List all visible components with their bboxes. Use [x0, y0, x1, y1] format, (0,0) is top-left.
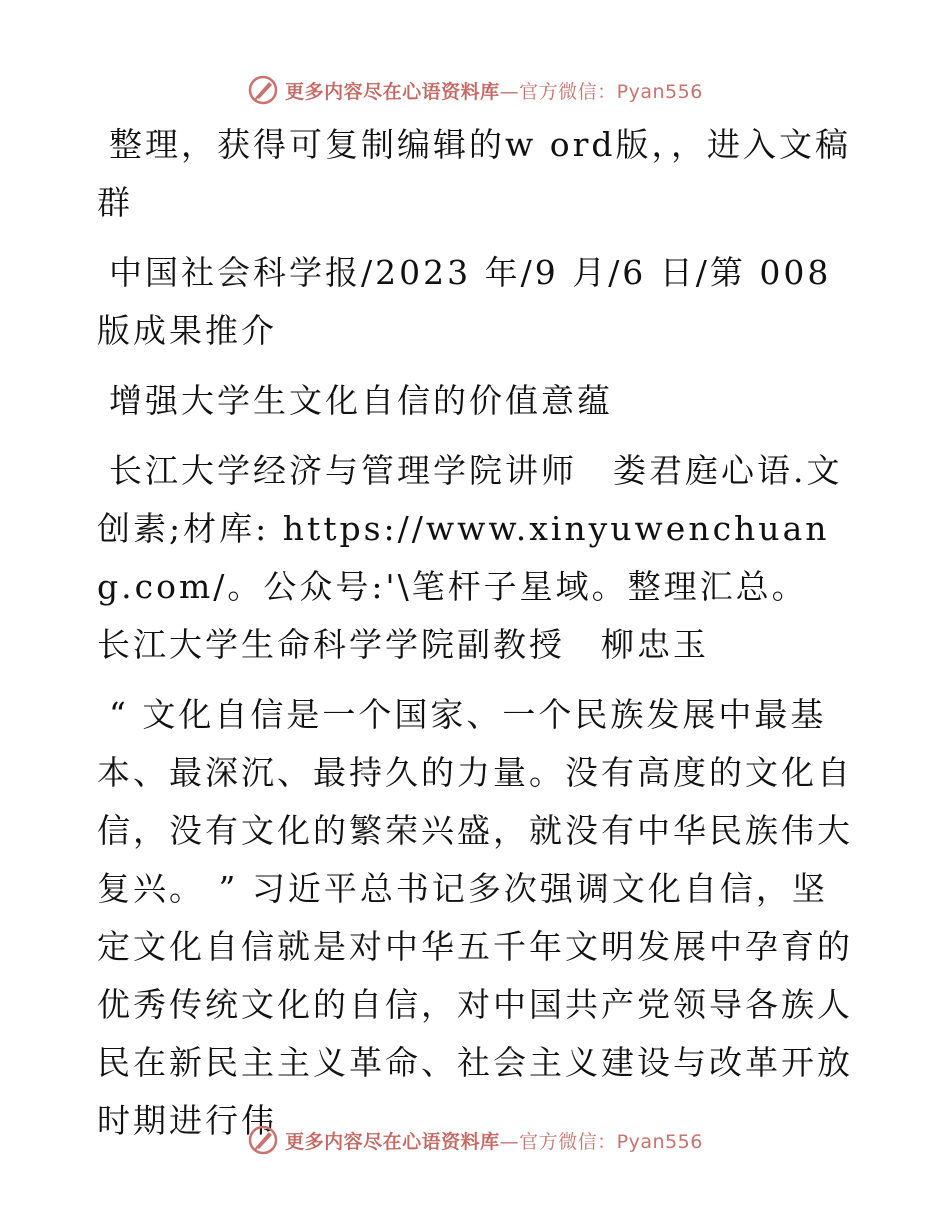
footer-separator: —	[499, 1130, 520, 1153]
quill-logo-icon	[247, 1124, 279, 1156]
footer-watermark-banner	[0, 1120, 950, 1160]
header-watermark-banner	[0, 70, 950, 110]
footer-wechat-text: 官方微信：Pyan556	[519, 1130, 703, 1153]
header-separator: —	[499, 80, 520, 103]
article-title: 增强大学生文化自信的价值意蕴	[109, 381, 613, 420]
paragraph-intro: 整理，获得可复制编辑的w ord版，，进入文稿群	[97, 125, 852, 222]
document-body	[97, 116, 857, 1162]
paragraph-source: 中国社会科学报/2023 年/9 月/6 日/第 008 版成果推介	[97, 253, 832, 350]
header-wechat-text: 官方微信：Pyan556	[519, 80, 703, 103]
header-banner-text	[285, 77, 703, 104]
footer-banner-text	[285, 1127, 703, 1154]
header-brand-text: 更多内容尽在心语资料库	[285, 80, 500, 103]
paragraph-body: “ 文化自信是一个国家、一个民族发展中最基本、最深沉、最持久的力量。没有高度的文化自信，没有文化的繁荣兴盛，就没有中华民族伟大复兴。 ” 习近平总书记多次强调文化自信，坚定文化自信就是对中华五千年文明发展中孕育的优秀传统文化的自信，对中国共产党领导各族人民在新民主主义革命、社会主义建设与改革开放时期进行伟	[97, 695, 853, 1140]
footer-brand-text: 更多内容尽在心语资料库	[285, 1130, 500, 1153]
paragraph-authors: 长江大学经济与管理学院讲师 娄君庭心语.文创素;材库: https://www.xinyuwenchuang.com/。公众号:'\笔杆子星域。整理汇总。 长江大学生命科学学院副教授 柳忠玉	[97, 451, 843, 664]
quill-logo-icon	[247, 74, 279, 106]
